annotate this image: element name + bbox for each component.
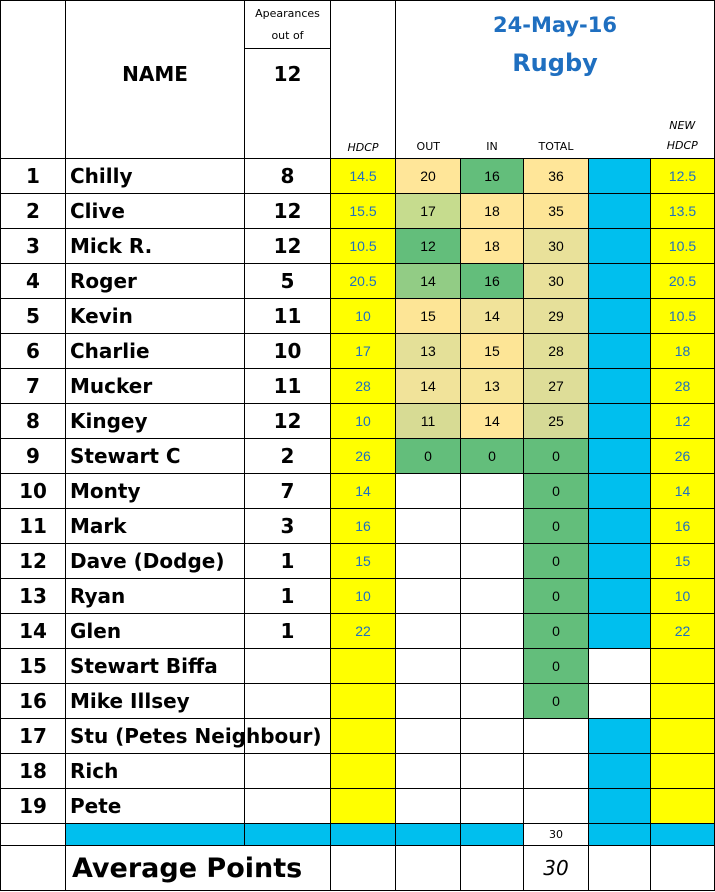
separator-cell xyxy=(589,509,651,544)
in-score-cell[interactable]: 14 xyxy=(461,299,524,334)
total-score-cell[interactable]: 0 xyxy=(524,439,589,474)
total-score-cell[interactable]: 0 xyxy=(524,579,589,614)
new-hdcp-cell[interactable]: 10.5 xyxy=(651,299,715,334)
new-hdcp-cell[interactable]: 20.5 xyxy=(651,264,715,299)
in-column-header: IN xyxy=(461,99,524,159)
table-row xyxy=(1,159,715,194)
separator-cell xyxy=(589,544,651,579)
player-name-cell[interactable]: Mark xyxy=(66,509,245,544)
out-score-cell[interactable] xyxy=(396,509,461,544)
new-hdcp-cell[interactable]: 10.5 xyxy=(651,229,715,264)
player-name-cell[interactable]: Mucker xyxy=(66,369,245,404)
total-score-cell[interactable]: 35 xyxy=(524,194,589,229)
in-score-cell[interactable] xyxy=(461,754,524,789)
out-score-cell[interactable] xyxy=(396,544,461,579)
player-name-cell[interactable]: Roger xyxy=(66,264,245,299)
total-score-cell[interactable]: 27 xyxy=(524,369,589,404)
appearances-cell[interactable] xyxy=(245,684,331,719)
new-hdcp-cell[interactable]: 26 xyxy=(651,439,715,474)
total-score-cell[interactable]: 0 xyxy=(524,474,589,509)
separator-cell xyxy=(589,159,651,194)
out-score-cell[interactable] xyxy=(396,754,461,789)
table-row xyxy=(1,474,715,509)
out-score-cell[interactable]: 11 xyxy=(396,404,461,439)
row-number: 11 xyxy=(1,509,66,544)
out-score-cell[interactable] xyxy=(396,719,461,754)
row-number: 8 xyxy=(1,404,66,439)
table-row xyxy=(1,299,715,334)
player-name-cell[interactable]: Ryan xyxy=(66,579,245,614)
table-row xyxy=(1,334,715,369)
hdcp-cell[interactable]: 10.5 xyxy=(331,229,396,264)
row-number: 18 xyxy=(1,754,66,789)
player-name-cell[interactable]: Charlie xyxy=(66,334,245,369)
average-points-label: Average Points xyxy=(66,846,331,891)
hdcp-cell[interactable] xyxy=(331,684,396,719)
hdcp-cell[interactable]: 14.5 xyxy=(331,159,396,194)
out-score-cell[interactable] xyxy=(396,684,461,719)
player-name-cell[interactable]: Kingey xyxy=(66,404,245,439)
total-score-cell[interactable]: 25 xyxy=(524,404,589,439)
player-name-cell[interactable]: Stewart Biffa xyxy=(66,649,245,684)
separator-cell xyxy=(589,229,651,264)
out-score-cell[interactable]: 14 xyxy=(396,264,461,299)
row-number: 12 xyxy=(1,544,66,579)
appearances-total: 12 xyxy=(245,49,331,99)
name-column-header: NAME xyxy=(66,49,245,99)
row-number: 10 xyxy=(1,474,66,509)
total-score-cell[interactable]: 0 xyxy=(524,544,589,579)
in-score-cell[interactable]: 16 xyxy=(461,264,524,299)
out-score-cell[interactable] xyxy=(396,474,461,509)
separator-cell xyxy=(589,264,651,299)
new-hdcp-cell[interactable]: 10 xyxy=(651,579,715,614)
hdcp-cell[interactable]: 22 xyxy=(331,614,396,649)
row-number: 9 xyxy=(1,439,66,474)
separator-cell xyxy=(589,754,651,789)
hdcp-cell[interactable]: 14 xyxy=(331,474,396,509)
new-hdcp-cell[interactable]: 15 xyxy=(651,544,715,579)
hdcp-cell[interactable]: 20.5 xyxy=(331,264,396,299)
separator-cell xyxy=(589,369,651,404)
corner-cell xyxy=(1,1,66,49)
row-number: 19 xyxy=(1,789,66,824)
out-score-cell[interactable]: 12 xyxy=(396,229,461,264)
player-name-cell[interactable]: Monty xyxy=(66,474,245,509)
appearances-label-line2: out of xyxy=(271,28,304,42)
new-hdcp-cell[interactable]: 22 xyxy=(651,614,715,649)
row-number: 7 xyxy=(1,369,66,404)
appearances-cell[interactable]: 11 xyxy=(245,299,331,334)
table-row xyxy=(1,229,715,264)
separator-cell xyxy=(589,194,651,229)
hdcp-cell[interactable]: 15 xyxy=(331,544,396,579)
in-score-cell[interactable] xyxy=(461,544,524,579)
total-score-cell[interactable] xyxy=(524,789,589,824)
in-score-cell[interactable]: 16 xyxy=(461,159,524,194)
out-score-cell[interactable]: 13 xyxy=(396,334,461,369)
in-score-cell[interactable]: 18 xyxy=(461,194,524,229)
player-name-cell[interactable]: Chilly xyxy=(66,159,245,194)
hdcp-cell[interactable]: 10 xyxy=(331,299,396,334)
total-column-header: TOTAL xyxy=(524,99,589,159)
appearances-label-cell xyxy=(245,1,331,49)
separator-cell xyxy=(589,404,651,439)
separator-cell xyxy=(589,439,651,474)
in-score-cell[interactable]: 18 xyxy=(461,229,524,264)
new-hdcp-cell[interactable] xyxy=(651,649,715,684)
table-row xyxy=(1,194,715,229)
table-row xyxy=(1,264,715,299)
in-score-cell[interactable] xyxy=(461,684,524,719)
hdcp-cell[interactable]: 16 xyxy=(331,509,396,544)
hdcp-cell[interactable]: 10 xyxy=(331,579,396,614)
player-name-cell[interactable]: Pete xyxy=(66,789,245,824)
new-hdcp-cell[interactable]: 18 xyxy=(651,334,715,369)
out-score-cell[interactable] xyxy=(396,789,461,824)
row-number: 1 xyxy=(1,159,66,194)
total-score-cell[interactable] xyxy=(524,719,589,754)
player-name-cell[interactable]: Kevin xyxy=(66,299,245,334)
player-name-cell[interactable]: Stu (Petes Neighbour) xyxy=(66,719,245,754)
row-number: 14 xyxy=(1,614,66,649)
hdcp-cell[interactable]: 10 xyxy=(331,404,396,439)
separator-cell xyxy=(589,719,651,754)
player-name-cell[interactable]: Dave (Dodge) xyxy=(66,544,245,579)
sport-title: Rugby xyxy=(396,49,715,99)
table-row xyxy=(1,369,715,404)
separator-cell xyxy=(589,684,651,719)
total-score-cell[interactable]: 0 xyxy=(524,684,589,719)
out-score-cell[interactable]: 20 xyxy=(396,159,461,194)
total-score-cell[interactable] xyxy=(524,754,589,789)
row-number: 13 xyxy=(1,579,66,614)
table-row xyxy=(1,649,715,684)
hdcp-cell[interactable] xyxy=(331,719,396,754)
player-name-cell[interactable]: Mick R. xyxy=(66,229,245,264)
row-number: 6 xyxy=(1,334,66,369)
table-row xyxy=(1,509,715,544)
total-score-cell[interactable]: 29 xyxy=(524,299,589,334)
in-score-cell[interactable] xyxy=(461,649,524,684)
new-hdcp-cell[interactable]: 28 xyxy=(651,369,715,404)
total-score-cell[interactable]: 28 xyxy=(524,334,589,369)
appearances-label-line1: Apearances xyxy=(255,6,320,20)
out-score-cell[interactable] xyxy=(396,579,461,614)
hdcp-cell[interactable]: 28 xyxy=(331,369,396,404)
out-score-cell[interactable]: 0 xyxy=(396,439,461,474)
in-score-cell[interactable] xyxy=(461,719,524,754)
separator-cell xyxy=(589,614,651,649)
player-name-cell[interactable]: Glen xyxy=(66,614,245,649)
separator-cell xyxy=(589,299,651,334)
appearances-cell[interactable]: 3 xyxy=(245,509,331,544)
in-score-cell[interactable] xyxy=(461,474,524,509)
table-row xyxy=(1,789,715,824)
total-score-cell[interactable]: 36 xyxy=(524,159,589,194)
total-score-cell[interactable]: 0 xyxy=(524,614,589,649)
row-number: 4 xyxy=(1,264,66,299)
appearances-cell[interactable]: 1 xyxy=(245,579,331,614)
table-row xyxy=(1,754,715,789)
total-score-cell[interactable]: 0 xyxy=(524,509,589,544)
new-hdcp-cell[interactable]: 16 xyxy=(651,509,715,544)
out-score-cell[interactable] xyxy=(396,614,461,649)
out-score-cell[interactable] xyxy=(396,649,461,684)
separator-cell xyxy=(589,579,651,614)
hdcp-header-top xyxy=(331,1,396,49)
appearances-cell[interactable]: 2 xyxy=(245,439,331,474)
hdcp-cell[interactable] xyxy=(331,649,396,684)
player-name-cell[interactable]: Clive xyxy=(66,194,245,229)
new-hdcp-cell[interactable] xyxy=(651,684,715,719)
name-header-cell xyxy=(66,1,245,49)
in-score-cell[interactable] xyxy=(461,509,524,544)
hdcp-cell[interactable] xyxy=(331,789,396,824)
hdcp-cell[interactable]: 15.5 xyxy=(331,194,396,229)
appearances-cell[interactable] xyxy=(245,649,331,684)
new-hdcp-cell[interactable]: 13.5 xyxy=(651,194,715,229)
row-number: 3 xyxy=(1,229,66,264)
appearances-cell[interactable]: 11 xyxy=(245,369,331,404)
in-score-cell[interactable]: 13 xyxy=(461,369,524,404)
appearances-cell[interactable]: 1 xyxy=(245,614,331,649)
total-score-cell[interactable]: 30 xyxy=(524,264,589,299)
table-row xyxy=(1,684,715,719)
in-score-cell[interactable]: 15 xyxy=(461,334,524,369)
appearances-cell[interactable]: 12 xyxy=(245,194,331,229)
total-score-cell[interactable]: 30 xyxy=(524,229,589,264)
out-column-header: OUT xyxy=(396,99,461,159)
table-row xyxy=(1,544,715,579)
hdcp-cell[interactable]: 26 xyxy=(331,439,396,474)
in-score-cell[interactable] xyxy=(461,579,524,614)
in-score-cell[interactable] xyxy=(461,789,524,824)
hdcp-cell[interactable]: 17 xyxy=(331,334,396,369)
separator-cell xyxy=(589,649,651,684)
table-row xyxy=(1,579,715,614)
separator-cell xyxy=(589,334,651,369)
new-hdcp-cell[interactable] xyxy=(651,719,715,754)
row-number: 2 xyxy=(1,194,66,229)
appearances-cell[interactable]: 8 xyxy=(245,159,331,194)
new-hdcp-column-header: NEW HDCP xyxy=(651,99,715,159)
appearances-cell[interactable]: 12 xyxy=(245,404,331,439)
player-name-cell[interactable]: Rich xyxy=(66,754,245,789)
row-number: 5 xyxy=(1,299,66,334)
total-sum-cell: 30 xyxy=(524,824,589,846)
appearances-cell[interactable]: 5 xyxy=(245,264,331,299)
hdcp-cell[interactable] xyxy=(331,754,396,789)
table-row xyxy=(1,614,715,649)
player-name-cell[interactable]: Mike Illsey xyxy=(66,684,245,719)
appearances-cell[interactable] xyxy=(245,754,331,789)
row-number: 17 xyxy=(1,719,66,754)
row-number: 15 xyxy=(1,649,66,684)
appearances-cell[interactable]: 10 xyxy=(245,334,331,369)
new-hdcp-cell[interactable] xyxy=(651,754,715,789)
new-hdcp-cell[interactable]: 12.5 xyxy=(651,159,715,194)
table-row xyxy=(1,404,715,439)
in-score-cell[interactable] xyxy=(461,614,524,649)
out-score-cell[interactable]: 14 xyxy=(396,369,461,404)
appearances-cell[interactable]: 7 xyxy=(245,474,331,509)
out-score-cell[interactable]: 15 xyxy=(396,299,461,334)
average-points-value: 30 xyxy=(524,846,589,891)
new-hdcp-cell[interactable]: 14 xyxy=(651,474,715,509)
hdcp-column-header: HDCP xyxy=(331,99,396,159)
out-score-cell[interactable]: 17 xyxy=(396,194,461,229)
table-row xyxy=(1,439,715,474)
separator-cell xyxy=(589,789,651,824)
in-score-cell[interactable]: 0 xyxy=(461,439,524,474)
in-score-cell[interactable]: 14 xyxy=(461,404,524,439)
appearances-cell[interactable] xyxy=(245,789,331,824)
new-hdcp-cell[interactable]: 12 xyxy=(651,404,715,439)
date-title: 24-May-16 xyxy=(396,1,715,49)
appearances-cell[interactable]: 12 xyxy=(245,229,331,264)
total-score-cell[interactable]: 0 xyxy=(524,649,589,684)
table-row xyxy=(1,719,715,754)
player-name-cell[interactable]: Stewart C xyxy=(66,439,245,474)
new-hdcp-cell[interactable] xyxy=(651,789,715,824)
separator-cell xyxy=(589,474,651,509)
row-number: 16 xyxy=(1,684,66,719)
appearances-cell[interactable]: 1 xyxy=(245,544,331,579)
